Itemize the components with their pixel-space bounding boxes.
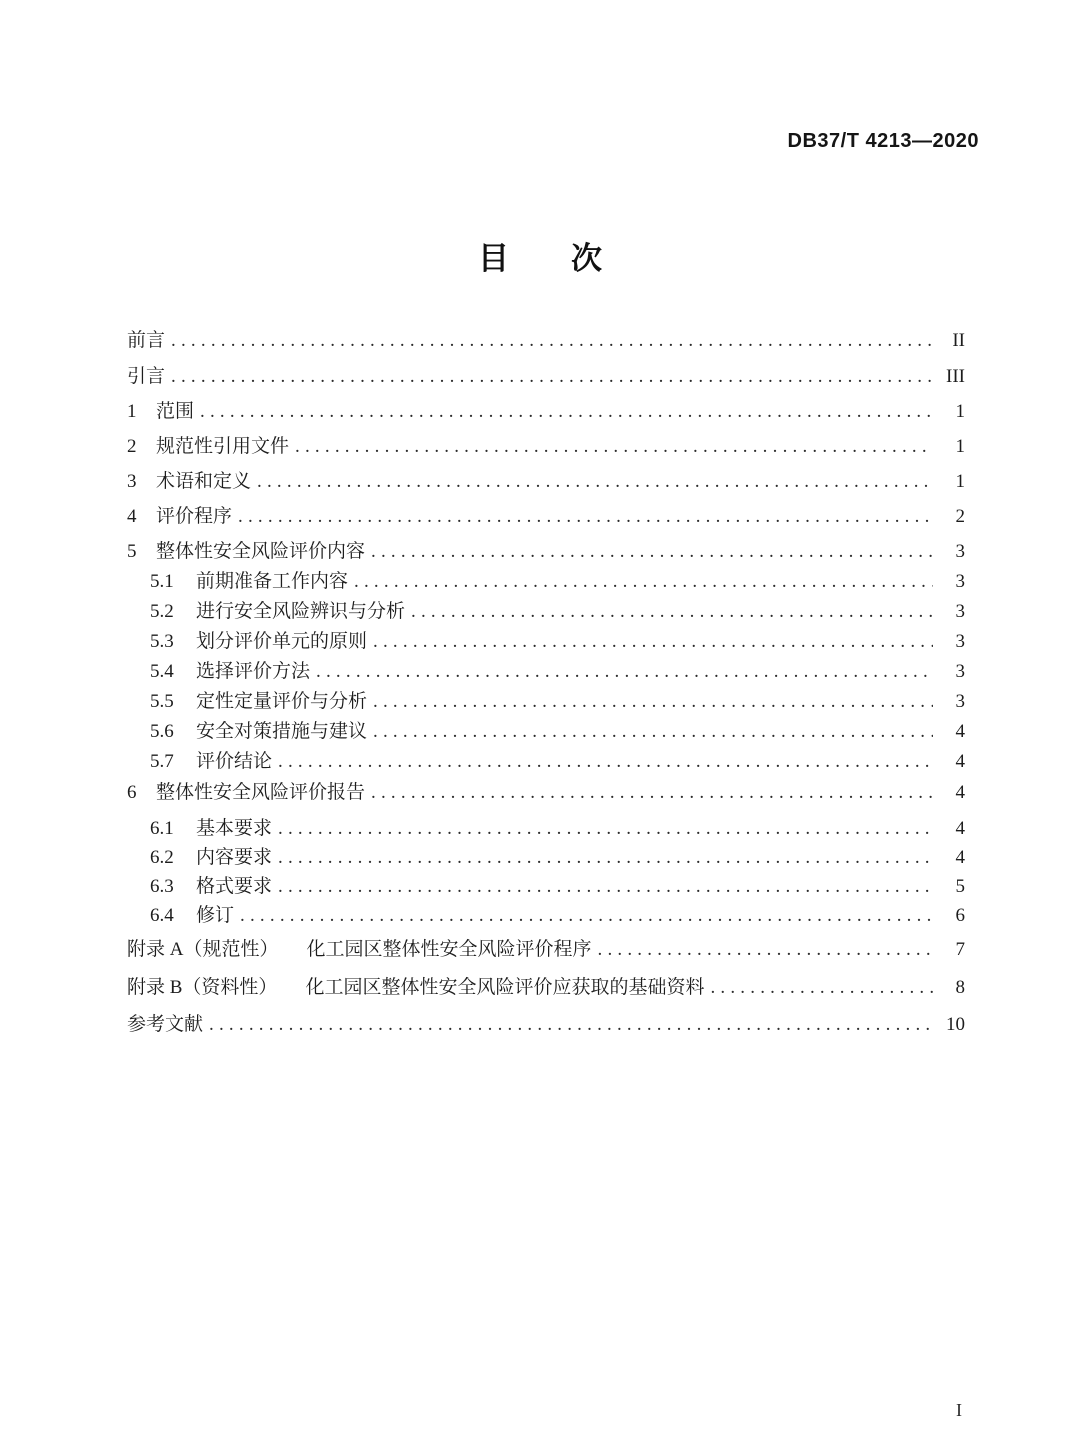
- toc-entry-number: 5.1: [150, 571, 174, 592]
- toc-list: [127, 330, 965, 1036]
- dot-leader: [371, 541, 933, 563]
- toc-entry-number: 5.7: [150, 751, 174, 772]
- toc-entry-label: 评价程序: [156, 506, 233, 527]
- toc-entry-label: 参考文献: [127, 1014, 204, 1035]
- toc-entry-section-5: [127, 541, 965, 563]
- toc-entry-page: 6: [955, 905, 965, 926]
- toc-entry-section-6: [127, 782, 965, 804]
- toc-entry-page: 4: [955, 782, 965, 803]
- toc-entry-label: 修订: [196, 905, 235, 926]
- toc-entry-number: 5.6: [150, 721, 174, 742]
- toc-entry-foreword: [127, 330, 965, 352]
- toc-entry-label: 定性定量评价与分析: [196, 691, 368, 712]
- dot-leader: [411, 601, 933, 623]
- toc-entry-label: 格式要求: [196, 876, 273, 897]
- toc-entry-number: 4: [127, 506, 137, 527]
- toc-entry-section-5-3: [150, 631, 965, 653]
- toc-entry-number: 6.4: [150, 905, 174, 926]
- dot-leader: [371, 782, 933, 804]
- toc-entry-page: 2: [955, 506, 965, 527]
- toc-entry-page: III: [946, 366, 965, 387]
- toc-entry-number: 6.1: [150, 818, 174, 839]
- toc-entry-page: 8: [955, 977, 965, 998]
- dot-leader: [209, 1014, 933, 1036]
- toc-entry-label: 进行安全风险辨识与分析: [196, 601, 406, 622]
- dot-leader: [171, 366, 933, 388]
- toc-entry-prefix: 附录 B（资料性）: [127, 977, 278, 998]
- toc-entry-label: 化工园区整体性安全风险评价程序: [306, 939, 592, 960]
- toc-entry-section-5-5: [150, 691, 965, 713]
- toc-entry-label: 安全对策措施与建议: [196, 721, 368, 742]
- toc-entry-number: 5.4: [150, 661, 174, 682]
- toc-entry-number: 3: [127, 471, 137, 492]
- toc-entry-page: 4: [955, 751, 965, 772]
- toc-entry-label: 内容要求: [196, 847, 273, 868]
- toc-entry-references: [127, 1014, 965, 1036]
- toc-entry-page: 7: [955, 939, 965, 960]
- toc-entry-number: 1: [127, 401, 137, 422]
- toc-entry-number: 5.2: [150, 601, 174, 622]
- toc-entry-page: 3: [955, 571, 965, 592]
- page-title: 目 次: [478, 241, 602, 276]
- toc-entry-number: 6: [127, 782, 137, 803]
- toc-entry-page: 1: [955, 471, 965, 492]
- dot-leader: [278, 818, 933, 840]
- toc-entry-label: 前言: [127, 330, 166, 351]
- toc-entry-label: 术语和定义: [156, 471, 252, 492]
- toc-entry-page: 1: [955, 436, 965, 457]
- dot-leader: [354, 571, 933, 593]
- toc-entry-introduction: [127, 366, 965, 388]
- toc-entry-label: 规范性引用文件: [156, 436, 290, 457]
- dot-leader: [238, 506, 933, 528]
- toc-entry-page: II: [952, 330, 965, 351]
- footer-page-number: I: [956, 1400, 962, 1420]
- dot-leader: [373, 631, 933, 653]
- toc-entry-section-5-4: [150, 661, 965, 683]
- dot-leader: [278, 751, 933, 773]
- toc-entry-section-5-6: [150, 721, 965, 743]
- toc-entry-section-6-1: [150, 818, 965, 840]
- toc-entry-section-5-1: [150, 571, 965, 593]
- toc-entry-label: 整体性安全风险评价内容: [156, 541, 366, 562]
- toc-entry-number: 5.3: [150, 631, 174, 652]
- toc-entry-page: 3: [955, 661, 965, 682]
- dot-leader: [316, 661, 933, 683]
- dot-leader: [373, 721, 933, 743]
- toc-entry-number: 6.3: [150, 876, 174, 897]
- toc-entry-label: 划分评价单元的原则: [196, 631, 368, 652]
- toc-entry-page: 10: [946, 1014, 965, 1035]
- toc-entry-page: 1: [955, 401, 965, 422]
- toc-entry-label: 基本要求: [196, 818, 273, 839]
- dot-leader: [240, 905, 933, 927]
- toc-entry-number: 6.2: [150, 847, 174, 868]
- toc-entry-label: 整体性安全风险评价报告: [156, 782, 366, 803]
- toc-entry-page: 3: [955, 541, 965, 562]
- dot-leader: [200, 401, 933, 423]
- dot-leader: [710, 977, 933, 999]
- standard-code: DB37/T 4213—2020: [787, 130, 979, 152]
- toc-entry-label: 化工园区整体性安全风险评价应获取的基础资料: [305, 977, 705, 998]
- toc-entry-label: 选择评价方法: [196, 661, 311, 682]
- toc-entry-appendix-b: [127, 977, 965, 999]
- dot-leader: [171, 330, 933, 352]
- toc-entry-prefix: 附录 A（规范性）: [127, 939, 279, 960]
- toc-entry-section-6-2: [150, 847, 965, 869]
- toc-entry-label: 范围: [156, 401, 195, 422]
- toc-entry-section-5-7: [150, 751, 965, 773]
- toc-entry-section-5-2: [150, 601, 965, 623]
- dot-leader: [257, 471, 933, 493]
- toc-entry-page: 5: [955, 876, 965, 897]
- toc-entry-section-1: [127, 401, 965, 423]
- toc-entry-section-6-4: [150, 905, 965, 927]
- toc-entry-number: 5.5: [150, 691, 174, 712]
- toc-entry-section-3: [127, 471, 965, 493]
- toc-entry-label: 引言: [127, 366, 166, 387]
- toc-entry-number: 2: [127, 436, 137, 457]
- toc-entry-label: 前期准备工作内容: [196, 571, 349, 592]
- toc-entry-page: 4: [955, 721, 965, 742]
- toc-entry-number: 5: [127, 541, 137, 562]
- toc-entry-section-2: [127, 436, 965, 458]
- dot-leader: [278, 876, 933, 898]
- toc-entry-page: 3: [955, 601, 965, 622]
- dot-leader: [598, 939, 934, 961]
- dot-leader: [373, 691, 933, 713]
- dot-leader: [295, 436, 933, 458]
- toc-entry-section-4: [127, 506, 965, 528]
- toc-entry-appendix-a: [127, 939, 965, 961]
- toc-entry-section-6-3: [150, 876, 965, 898]
- toc-entry-page: 3: [955, 631, 965, 652]
- toc-entry-page: 4: [955, 818, 965, 839]
- toc-entry-label: 评价结论: [196, 751, 273, 772]
- toc-entry-page: 4: [955, 847, 965, 868]
- toc-entry-page: 3: [955, 691, 965, 712]
- dot-leader: [278, 847, 933, 869]
